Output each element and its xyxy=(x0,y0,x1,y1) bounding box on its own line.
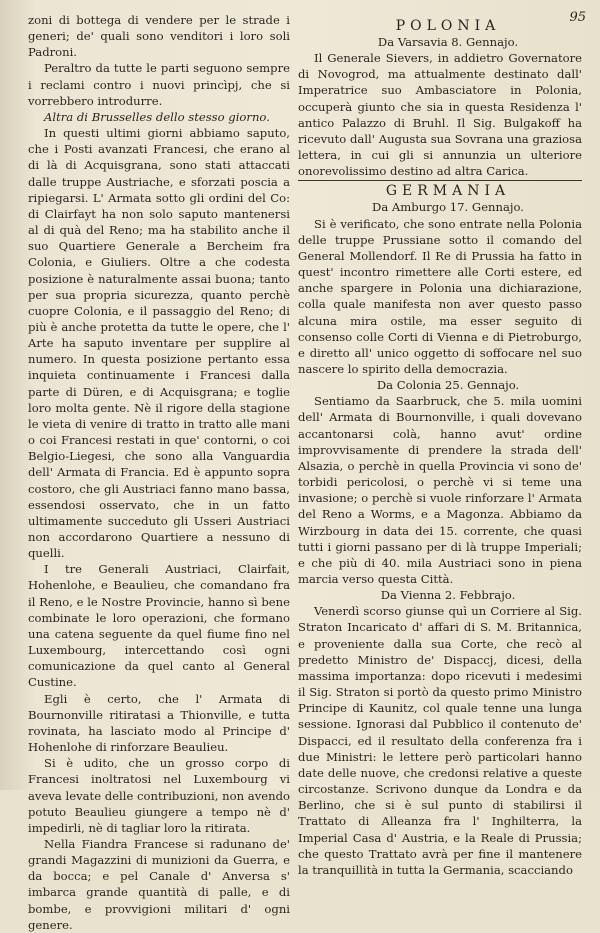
section-heading-germania: GERMANIA xyxy=(385,183,511,200)
paragraph: In questi ultimi giorni abbiamo saputo, che i Posti avanzati Francesi, che erano al di là di Acquisgrana, sono stati attaccati dalle truppe Austriache, e sforzati poscia a ripiegarsi. L' Armata sotto gli ordini del Co: di Clairfayt ha non solo saputo mantenersi al di quà del Reno; ma ha stabilito anche il suo Quartiere Generale a Bercheim fra Colonia, e Giuliers. Oltre a che codesta posizione è naturalmente assai buona; tanto per sua propria sicurezza, quanto perchè cuopre Colonia, e il passaggio del Reno; di più è anche protetta da tutte le opere, che l' Arte ha saputo inventare per supplire al numero. In questa posizione pertanto essa inquieta continuamente i Francesi dalla parte di Düren, e di Acquisgrana; e toglie loro molta gente. Nè il rigore della stagione le vieta di venire di tratto in tratto alle mani o coi Francesi restati in que' contorni, o coi Belgio-Liegesi, che sono alla Vanguardia dell' Armata di Francia. Ed è appunto sopra costoro, che gli Austriaci fanno mano bassa, essendosi osservato, che in un fatto ultimamente succeduto gli Usseri Austriaci non accordarono Quartiere a nessuno di quelli. xyxy=(28,126,290,561)
sub-heading-brusselles: Altra di Brusselles dello stesso giorno. xyxy=(44,109,270,124)
dateline-vienna: Da Vienna 2. Febbrajo. xyxy=(380,588,516,603)
paragraph: Si è verificato, che sono entrate nella Polonia delle truppe Prussiane sotto il comando del General Mollendorf. Il Re di Prussia ha fatto in quest' incontro rimettere alle Corti estere, ed anche spargere in Polonia una dichiarazione, colla quale manifesta non aver questo passo alcuna mira ostile, ma esser seguito di consenso colle Corti di Vienna e di Pietroburgo, e diretto all' unico oggetto di soffocare nel suo nascere lo spirito della democrazia. xyxy=(298,216,582,376)
section-heading-polonia: POLONIA xyxy=(395,18,501,34)
dateline-amburgo: Da Amburgo 17. Gennajo. xyxy=(372,200,524,215)
paragraph: Egli è certo, che l' Armata di Bournonville ritiratasi a Thionville, e tutta rovinata, ha lasciato modo al Principe d' Hohenlohe di rinforzare Beaulieu. xyxy=(28,691,290,755)
paragraph: Nella Fiandra Francese si radunano de' grandi Magazzini di munizioni da Guerra, e da bocca; e pel Canale d' Anversa s' imbarca grande quantità di palle, e di bombe, e provvigioni militari d' ogni genere. xyxy=(28,836,290,932)
paragraph: Peraltro da tutte le parti seguono sempre i reclami contro i nuovi princìpj, che si vorrebbero introdurre. xyxy=(28,61,290,108)
right-column xyxy=(298,18,582,878)
paragraph: Sentiamo da Saarbruck, che 5. mila uomini dell' Armata di Bournonville, i quali dovevano accantonarsi colà, hanno avut' ordine improvvisamente di prendere la strada dell' Alsazia, o perchè in quella Provincia vi sono de' torbidi pericolosi, o perchè vi si teme una invasione; o perchè si vuole rinforzare l' Armata del Reno a Worms, e a Magonza. Abbiamo da Wirzbourg in data dei 15. corrente, che quasi tutti i giorni passano per di là truppe Imperiali; e che più di 40. mila Austriaci sono in piena marcia verso questa Città. xyxy=(298,394,582,586)
left-column xyxy=(28,12,290,933)
divider xyxy=(298,180,582,181)
page-number: 95 xyxy=(569,10,586,25)
dateline-colonia: Da Colonia 25. Gennajo. xyxy=(376,378,520,393)
paragraph: Venerdì scorso giunse quì un Corriere al Sig. Straton Incaricato d' affari di S. M. Britannica, e proveniente dalla sua Corte, che recò al predetto Ministro de' Dispaccj, dicesi, della massima importanza: dopo ricevuti i medesimi il Sig. Straton si portò da questo primo Ministro Principe di Kaunitz, col quale tenne una lunga sessione. Ignorasi dal Pubblico il contenuto de' Dispacci, ed il resultato della conferenza fra i due Ministri: le lettere però particolari hanno date delle nuove, che credonsi relative a queste circostanze. Scrivono dunque da Londra e da Berlino, che si è sul punto di stabilirsi il Trattato di Alleanza fra l' Inghilterra, la Imperial Casa d' Austria, e la Reale di Prussia; che questo Trattato avrà per fine il mantenere la tranquillità in tutta la Germania, scacciando xyxy=(298,604,582,877)
paragraph: zoni di bottega di vendere per le strade i generi; de' quali sono venditori i loro soli Padroni. xyxy=(28,13,290,60)
paragraph: Il Generale Sievers, in addietro Governatore di Novogrod, ma attualmente destinato dall' Imperatrice suo Ambasciatore in Polonia, occuperà giunto che sia in questa Residenza l' antico Palazzo di Bruhl. Il Sig. Bulgakoff ha ricevuto dall' Augusta sua Sovrana una graziosa lettera, in cui gli si annunzia un ulteriore onorevolissimo destino ad altra Carica. xyxy=(298,51,582,179)
paragraph: I tre Generali Austriaci, Clairfait, Hohenlohe, e Beaulieu, che comandano fra il Reno, e le Nostre Provincie, hanno sì bene combinate le loro operazioni, che formano una catena seguente da quel fiume fino nel Luxembourg, intercettando così ogni comunicazione da quel canto al General Custine. xyxy=(28,562,290,690)
paragraph: Si è udito, che un grosso corpo di Francesi inoltratosi nel Luxembourg vi aveva levate delle contribuzioni, non avendo potuto Beaulieu giungere a tempo nè d' impedirli, nè di tagliar loro la ritirata. xyxy=(28,756,290,835)
dateline-varsavia: Da Varsavia 8. Gennajo. xyxy=(377,35,519,49)
